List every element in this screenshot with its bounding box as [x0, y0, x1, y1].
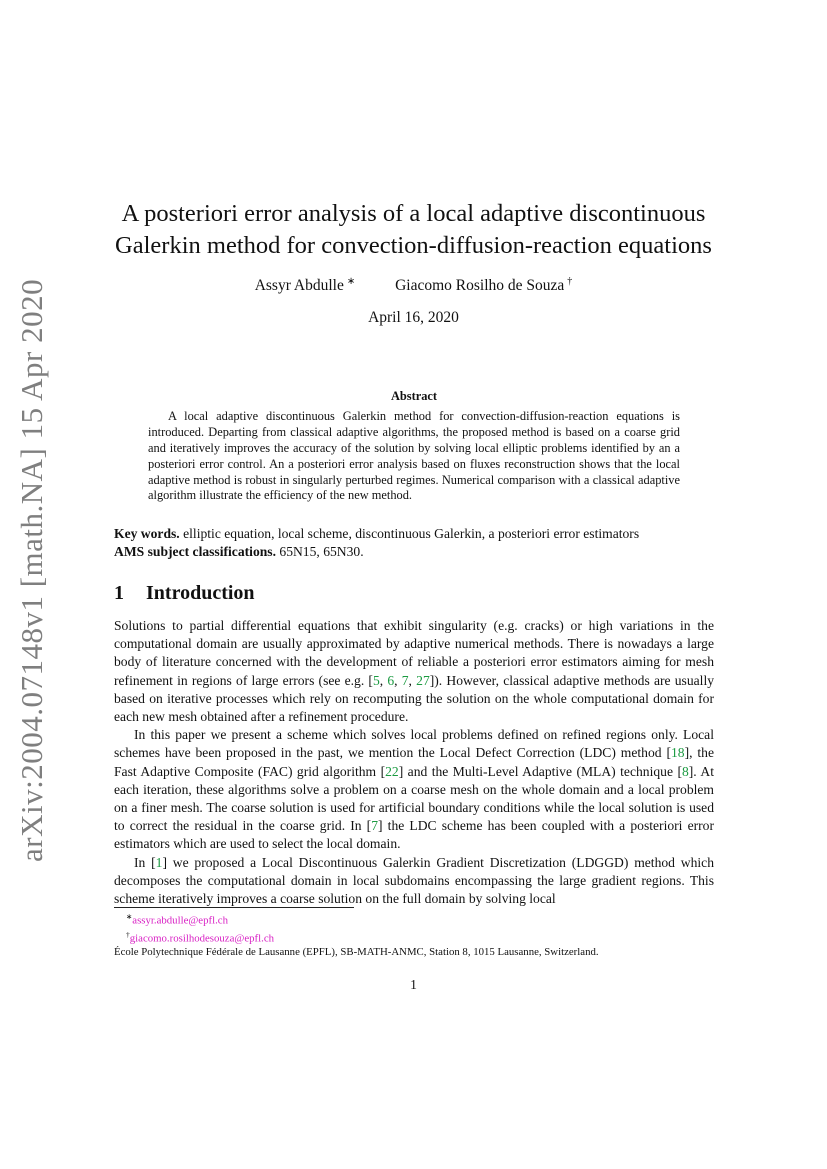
citation-link[interactable]: 5	[372, 672, 380, 688]
paragraph-3-text-a: In [	[134, 854, 156, 870]
footnotes-block	[114, 910, 734, 959]
section-title: Introduction	[146, 582, 255, 604]
citation-link[interactable]: 27	[416, 672, 430, 688]
paragraph-3-text-b: ] we proposed a Local Discontinuous Galerkin Gradient Discretization (LDGGD) method which decomposes the computational domain in local subdomains encompassing the large gradient regions. This scheme iteratively improves a coarse solution on the full domain by solving local	[114, 854, 714, 907]
author-1	[255, 276, 356, 295]
footnote-divider	[114, 907, 354, 908]
footnote-1	[114, 910, 734, 928]
author-2	[395, 276, 572, 295]
footnote-1-mark: ∗	[126, 912, 133, 921]
paragraph-2	[114, 726, 714, 853]
keywords-block	[114, 525, 714, 561]
paragraph-1-text-b: ]). However, classical adaptive methods are usually based on iterative processes which rely on recomputing the solution on the whole computational domain for each new mesh obtained after a refinement procedure.	[114, 672, 715, 725]
citation-link[interactable]: 1	[155, 854, 163, 870]
paragraph-1-text-a: Solutions to partial differential equations that exhibit singularity (e.g. cracks) or high variations in the computational domain are usually approximated by adaptive numerical methods. There is nowadays a large body of literature concerned with the development of reliable a posteriori error estimators aiming for mesh refinement in regions of large errors (see e.g. [	[114, 618, 714, 688]
paragraph-1	[114, 617, 714, 726]
ams-line	[114, 543, 714, 561]
arxiv-identifier-stamp: arXiv:2004.07148v1 [math.NA] 15 Apr 2020	[14, 278, 49, 862]
citation-link[interactable]: 7	[371, 818, 379, 834]
paragraph-2-text-c: ] and the Multi-Level Adaptive (MLA) technique [	[398, 763, 682, 779]
keywords-line	[114, 525, 714, 543]
keywords-label: Key words.	[114, 526, 180, 541]
author-2-name: Giacomo Rosilho de Souza	[395, 277, 565, 295]
author-1-footnote-mark[interactable]: ∗	[346, 276, 356, 287]
citation-separator: ,	[394, 672, 402, 688]
paragraph-2-text-a: In this paper we present a scheme which solves local problems defined on refined regions only. Local schemes have been proposed in the past, we mention the Local Defect Correction (LDC) method [	[114, 727, 714, 761]
citation-link[interactable]: 6	[387, 672, 395, 688]
paragraph-2-text-d: ]. At each iteration, these algorithms solve a problem on a coarse mesh on the whole domain and a local problem on a finer mesh. The coarse solution is used for artificial boundary conditions while the local solution is used to correct the residual in the coarse grid. In [	[114, 763, 714, 834]
citation-link[interactable]: 22	[385, 763, 399, 779]
author-1-name: Assyr Abdulle	[254, 277, 344, 295]
paragraph-2-text-e: ] the LDC scheme has been coupled with a posteriori error estimators which are used to select the local domain.	[114, 818, 714, 852]
abstract-block	[148, 389, 680, 504]
paragraph-3	[114, 854, 714, 909]
author-list	[0, 276, 827, 295]
abstract-text: A local adaptive discontinuous Galerkin method for convection-diffusion-reaction equations is introduced. Departing from classical adaptive algorithms, the proposed method is based on a coarse grid and iteratively improves the accuracy of the solution by solving local elliptic problems identified by an a posteriori error control. An a posteriori error analysis based on fluxes reconstruction shows that the local adaptive method is robust in singularly perturbed regimes. Numerical comparison with a classical adaptive algorithm illustrate the efficiency of the new method.	[148, 408, 680, 503]
paper-title	[100, 198, 727, 262]
page-number: 1	[410, 977, 417, 992]
citation-separator: ,	[408, 672, 417, 688]
title-line-2: Galerkin method for convection-diffusion-reaction equations	[115, 232, 712, 259]
email-link-rosilho[interactable]: giacomo.rosilhodesouza@epfl.ch	[129, 932, 275, 945]
publication-date: April 16, 2020	[368, 309, 459, 326]
citation-separator: ,	[379, 672, 388, 688]
citation-link[interactable]: 8	[681, 763, 689, 779]
affiliation-text: École Polytechnique Fédérale de Lausanne (EPFL), SB-MATH-ANMC, Station 8, 1015 Lausanne, Switzerland.	[114, 946, 599, 958]
introduction-body	[114, 617, 714, 908]
author-2-footnote-mark[interactable]: †	[567, 276, 573, 287]
ams-text: 65N15, 65N30.	[279, 544, 364, 559]
footnote-2-mark: †	[126, 930, 130, 939]
abstract-heading: Abstract	[390, 389, 438, 403]
citation-link[interactable]: 18	[670, 745, 685, 761]
footnote-2	[114, 928, 734, 946]
paragraph-2-text-b: ], the Fast Adaptive Composite (FAC) grid algorithm [	[114, 745, 714, 779]
section-heading-introduction	[114, 582, 255, 605]
email-link-abdulle[interactable]: assyr.abdulle@epfl.ch	[132, 914, 228, 927]
ams-label: AMS subject classifications.	[114, 544, 276, 559]
section-number: 1	[114, 582, 124, 604]
title-line-1: A posteriori error analysis of a local adaptive discontinuous	[121, 200, 706, 227]
citation-link[interactable]: 7	[401, 672, 409, 688]
keywords-text: elliptic equation, local scheme, discontinuous Galerkin, a posteriori error estimators	[183, 526, 640, 541]
